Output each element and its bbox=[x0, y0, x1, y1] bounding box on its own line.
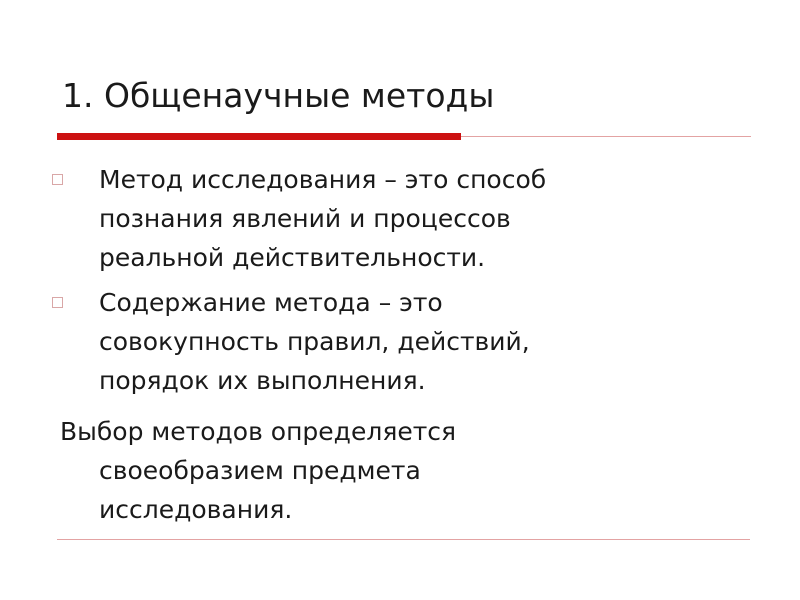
bullet-line: порядок их выполнения. bbox=[99, 366, 426, 395]
bullet-item-method-content bbox=[52, 283, 742, 400]
bullet-text bbox=[99, 283, 742, 400]
bullet-line: совокупность правил, действий, bbox=[99, 327, 530, 356]
slide-title: 1. Общенаучные методы bbox=[62, 76, 495, 115]
paragraph-line: Выбор методов определяется bbox=[60, 417, 457, 446]
bullet-line: Содержание метода – это bbox=[99, 288, 443, 317]
bullet-item-method-definition bbox=[52, 160, 742, 277]
bullet-text bbox=[99, 160, 742, 277]
bullet-line: реальной действительности. bbox=[99, 243, 486, 272]
footer-rule bbox=[57, 539, 750, 540]
conclusion-paragraph bbox=[60, 412, 750, 529]
square-bullet-icon bbox=[52, 174, 63, 185]
square-bullet-icon bbox=[52, 297, 63, 308]
paragraph-line: своеобразием предмета bbox=[99, 456, 421, 485]
bullet-line: Метод исследования – это способ bbox=[99, 165, 547, 194]
bullet-line: познания явлений и процессов bbox=[99, 204, 511, 233]
paragraph-line: исследования. bbox=[99, 495, 293, 524]
